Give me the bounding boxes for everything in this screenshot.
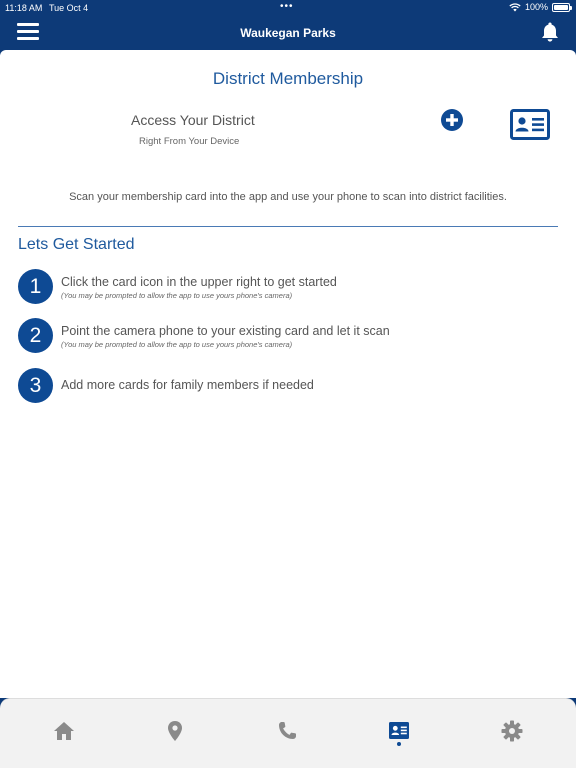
nav-title: Waukegan Parks: [240, 26, 336, 40]
access-subtitle: Right From Your Device: [139, 136, 240, 147]
status-right: [509, 2, 570, 12]
multitask-dots[interactable]: •••: [280, 1, 294, 12]
status-bar: [0, 0, 576, 16]
divider: [18, 226, 558, 227]
active-tab-indicator: [397, 742, 401, 746]
battery-percent: 100%: [524, 2, 548, 12]
step-number-badge: 1: [18, 269, 53, 304]
page-title: District Membership: [212, 69, 364, 88]
wifi-icon: [509, 3, 521, 12]
location-pin-icon[interactable]: [163, 719, 187, 743]
step-text: Add more cards for family members if needed: [61, 378, 314, 392]
add-card-button[interactable]: [441, 109, 463, 131]
step-text: Point the camera phone to your existing card and let it scan: [61, 324, 390, 338]
membership-card-button[interactable]: [510, 109, 550, 140]
status-date: Tue Oct 4: [49, 3, 89, 13]
access-title: Access Your District: [131, 112, 255, 128]
phone-icon[interactable]: [275, 719, 299, 743]
step-number-badge: 2: [18, 318, 53, 353]
nav-bar: [0, 16, 576, 50]
home-icon[interactable]: [52, 719, 76, 743]
gear-icon[interactable]: [500, 719, 524, 743]
step-note: (You may be prompted to allow the app to use yours phone's camera): [61, 340, 293, 349]
membership-card-icon[interactable]: [387, 719, 411, 743]
status-time: 11:18 AM: [5, 3, 43, 13]
section-title: Lets Get Started: [18, 236, 135, 253]
description-text: Scan your membership card into the app and use your phone to scan into district facilities.: [69, 191, 507, 203]
main-content: [0, 50, 576, 698]
step-text: Click the card icon in the upper right to get started: [61, 275, 337, 289]
bell-icon[interactable]: [538, 20, 562, 44]
battery-icon: [552, 3, 570, 12]
tab-bar: [0, 698, 576, 768]
step-note: (You may be prompted to allow the app to use yours phone's camera): [61, 291, 293, 300]
step-number-badge: 3: [18, 368, 53, 403]
